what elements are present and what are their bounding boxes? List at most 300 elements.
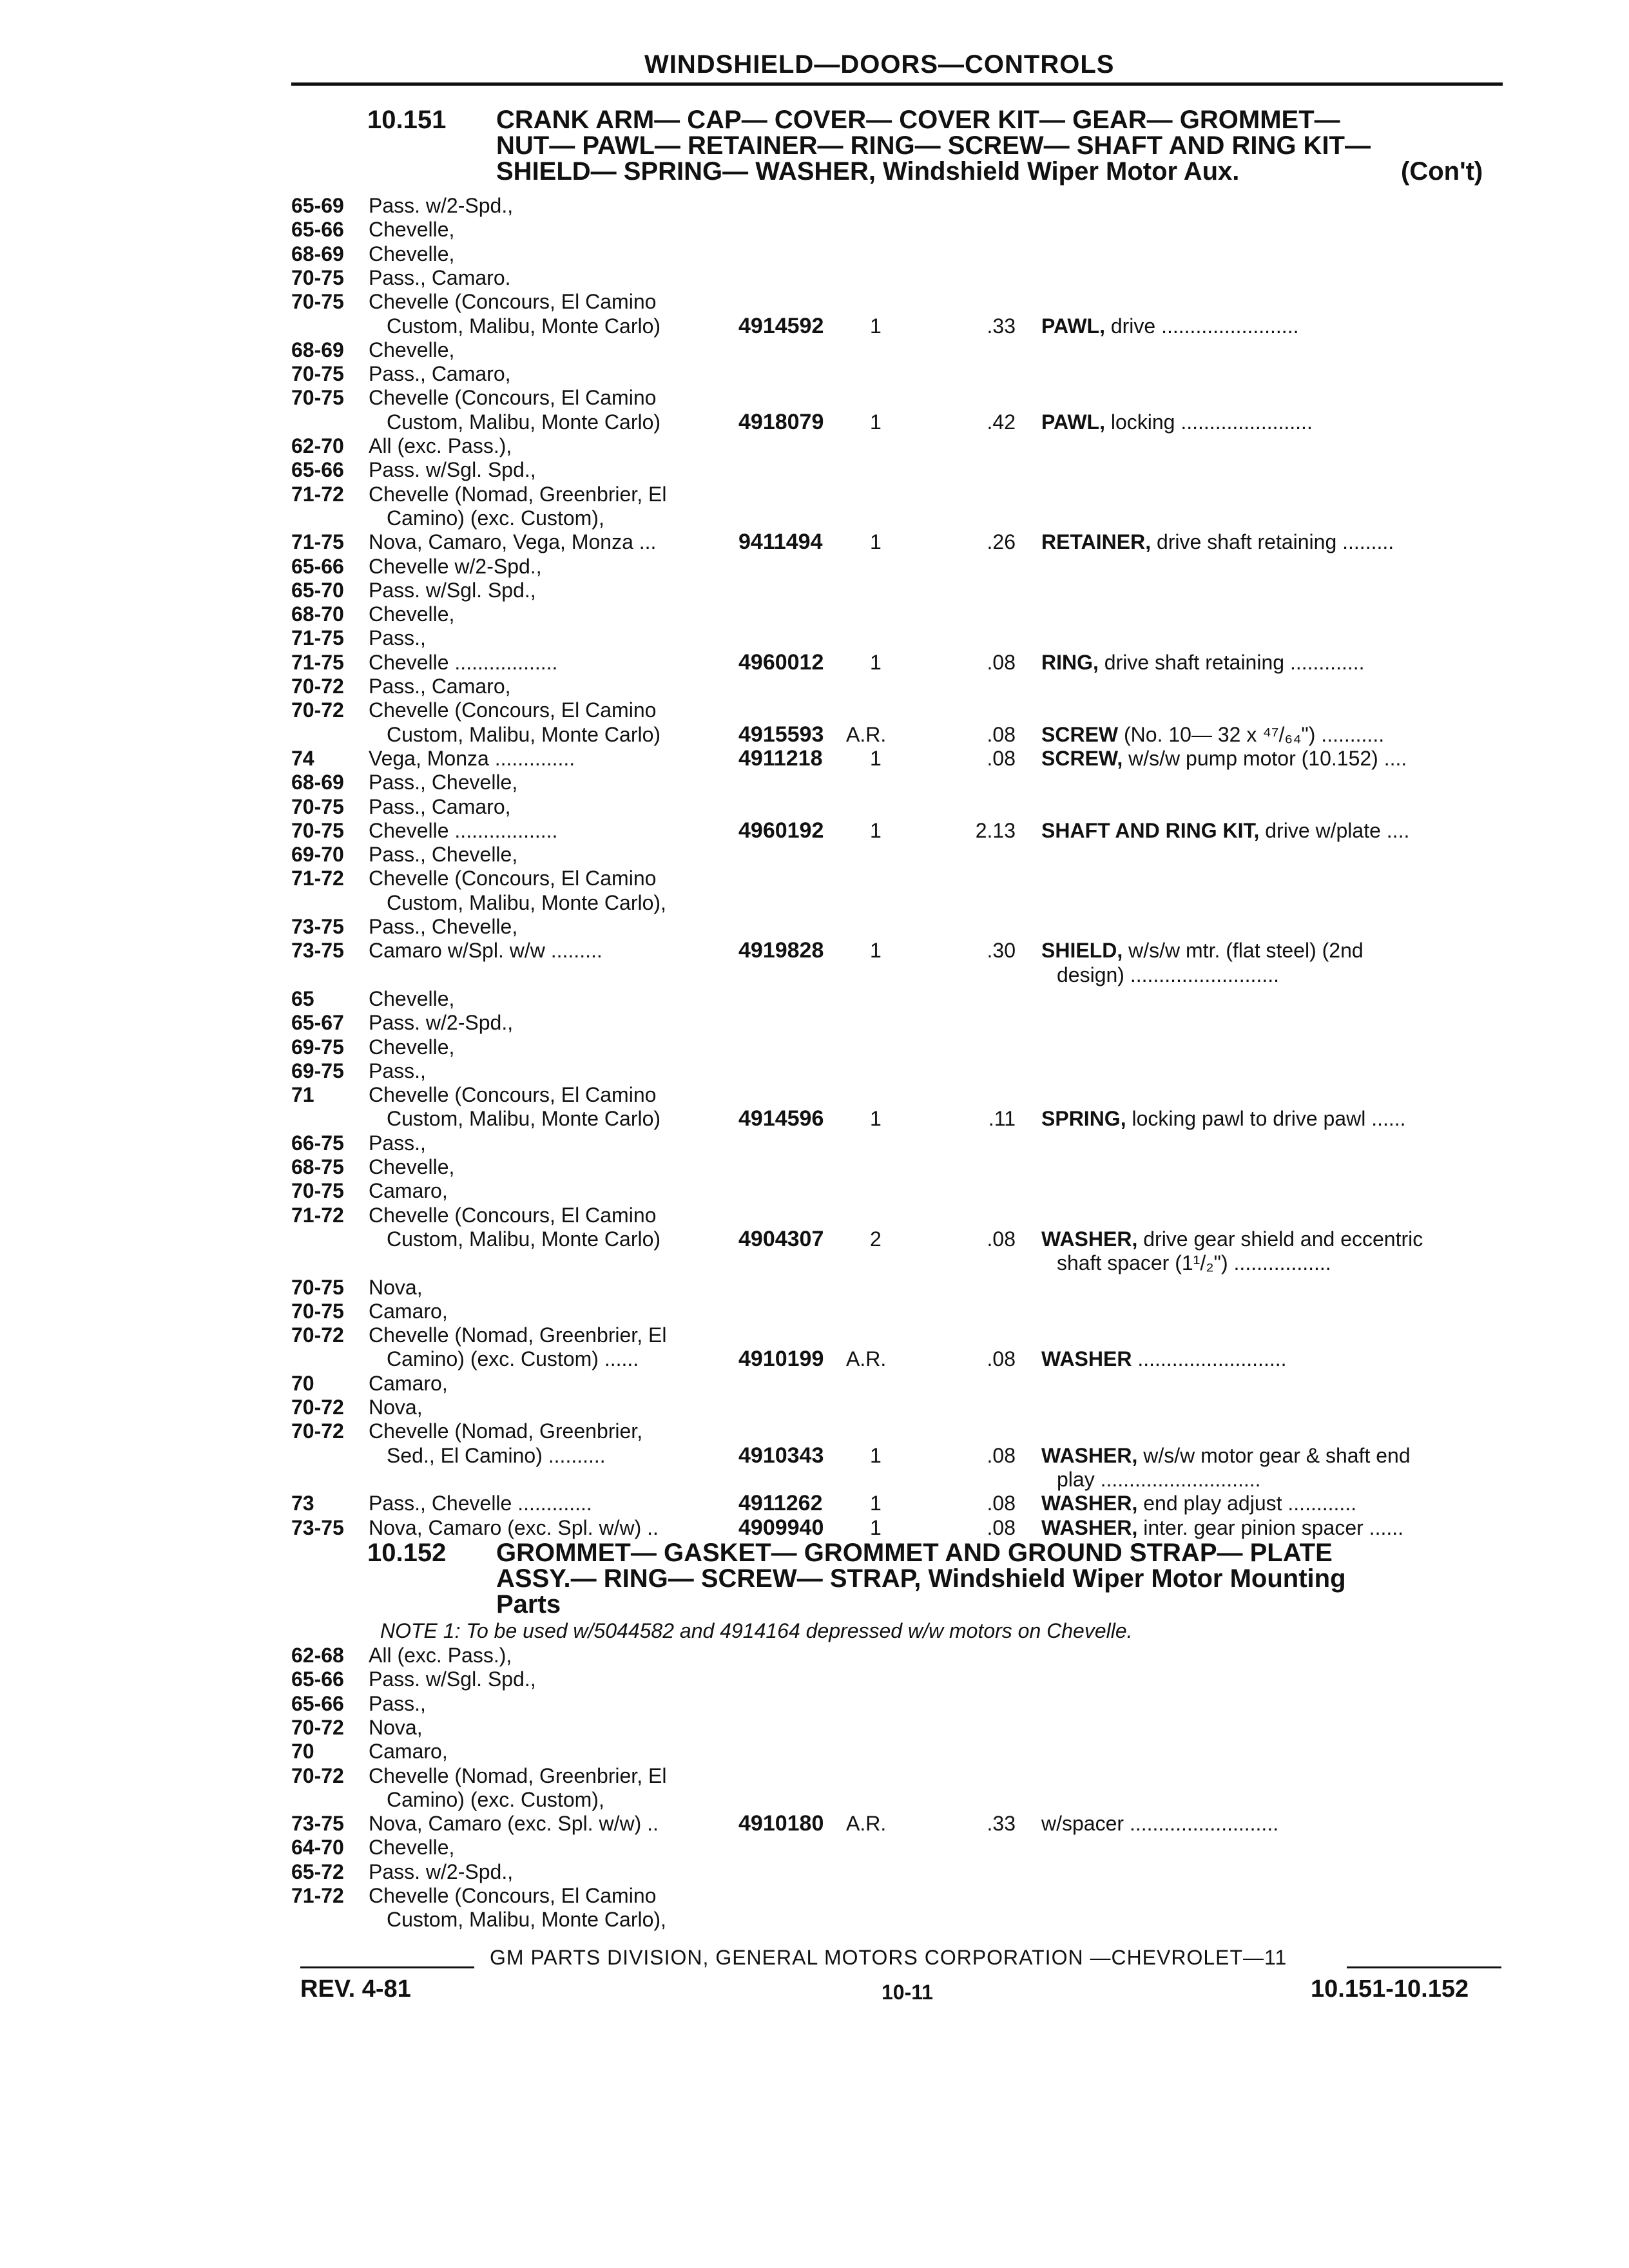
table-row	[0, 314, 1629, 338]
table-row	[0, 722, 1629, 747]
year-range: 62-68	[291, 1644, 344, 1667]
part-number: 4914596	[738, 1106, 824, 1131]
table-row	[0, 1467, 1629, 1492]
model-applicability: Chevelle ..................	[369, 818, 558, 842]
part-name: WASHER,	[1041, 1515, 1138, 1539]
part-name: PAWL,	[1041, 410, 1105, 434]
table-row	[0, 506, 1629, 530]
part-number: 4911218	[738, 745, 823, 771]
part-detail: ..........................	[1137, 1347, 1287, 1371]
table-row	[0, 1178, 1629, 1203]
table-row	[0, 1371, 1629, 1396]
year-range: 65-66	[291, 1667, 344, 1691]
model-applicability: Pass., Camaro.	[369, 265, 511, 289]
part-name: SCREW,	[1041, 746, 1123, 770]
part-detail: w/s/w motor gear & shaft end	[1143, 1443, 1411, 1467]
year-range: 73-75	[291, 915, 344, 938]
part-detail: drive shaft retaining .............	[1104, 650, 1365, 674]
model-applicability: Chevelle (Concours, El Camino	[369, 867, 657, 890]
year-range: 71-72	[291, 482, 344, 506]
table-row	[0, 818, 1629, 843]
part-number: 4960192	[738, 818, 824, 843]
table-row	[0, 1395, 1629, 1419]
price: .08	[987, 1515, 1016, 1539]
model-applicability: Nova, Camaro, Vega, Monza ...	[369, 530, 657, 554]
model-applicability: Chevelle (Concours, El Camino	[369, 290, 657, 314]
year-range: 70-72	[291, 1715, 344, 1739]
section-number: 10.151	[367, 106, 447, 134]
year-range: 71-72	[291, 1203, 344, 1227]
model-applicability: Custom, Malibu, Monte Carlo)	[387, 1227, 661, 1251]
year-range: 70-72	[291, 698, 344, 722]
year-range: 73-75	[291, 1515, 344, 1539]
table-row	[0, 193, 1629, 218]
continued-label: (Con't)	[1401, 157, 1483, 186]
model-applicability: Pass. w/2-Spd.,	[369, 194, 514, 217]
table-row	[0, 626, 1629, 650]
part-description	[1041, 650, 1365, 675]
part-detail: w/spacer ..........................	[1041, 1812, 1279, 1836]
model-applicability: Pass.,	[369, 1059, 426, 1082]
year-range: 69-70	[291, 843, 344, 867]
model-applicability: Custom, Malibu, Monte Carlo)	[387, 722, 661, 746]
quantity: 1	[870, 1515, 882, 1539]
part-description	[1041, 314, 1298, 338]
model-applicability: Vega, Monza ..............	[369, 746, 575, 770]
table-row	[0, 1155, 1629, 1179]
table-row	[0, 1227, 1629, 1251]
price: .42	[987, 410, 1016, 434]
part-detail: end play adjust ............	[1143, 1492, 1357, 1515]
table-row	[0, 650, 1629, 675]
model-applicability: Chevelle,	[369, 338, 455, 361]
header-rule	[291, 82, 1503, 86]
part-name: SHIELD,	[1041, 939, 1123, 963]
year-range: 70-75	[291, 1179, 344, 1203]
section-title-line: CRANK ARM— CAP— COVER— COVER KIT— GEAR— GROMMET—	[496, 106, 1340, 134]
part-detail: w/s/w mtr. (flat steel) (2nd	[1128, 939, 1364, 963]
section-title-line: SHIELD— SPRING— WASHER, Windshield Wiper Motor Aux.	[496, 157, 1240, 186]
model-applicability: Camino) (exc. Custom),	[387, 506, 604, 530]
table-row	[0, 1035, 1629, 1059]
model-applicability: Chevelle,	[369, 218, 455, 242]
model-applicability: Pass., Chevelle,	[369, 771, 518, 794]
footer-rule-right	[1347, 1966, 1501, 1968]
quantity: 1	[870, 410, 882, 434]
model-applicability: Pass. w/2-Spd.,	[369, 1011, 514, 1035]
year-range: 62-70	[291, 434, 344, 457]
table-row	[0, 1131, 1629, 1155]
table-row	[0, 242, 1629, 266]
model-applicability: All (exc. Pass.),	[369, 434, 512, 457]
table-row	[0, 1835, 1629, 1860]
price: .08	[987, 1347, 1016, 1371]
part-detail: design) ..........................	[1057, 963, 1279, 986]
table-row	[0, 265, 1629, 290]
year-range: 73	[291, 1492, 314, 1515]
part-description	[1041, 938, 1364, 963]
model-applicability: Custom, Malibu, Monte Carlo),	[387, 1908, 666, 1932]
section-range: 10.151-10.152	[1311, 1975, 1469, 2003]
model-applicability: Pass., Chevelle,	[369, 915, 518, 938]
price: .08	[987, 722, 1016, 746]
year-range: 73-75	[291, 939, 344, 963]
part-number: 4910343	[738, 1443, 824, 1468]
year-range: 70-75	[291, 1299, 344, 1323]
model-applicability: Chevelle,	[369, 602, 455, 626]
year-range: 71-72	[291, 1884, 344, 1907]
table-row	[0, 866, 1629, 890]
model-applicability: Pass., Camaro,	[369, 675, 511, 698]
table-row	[0, 1811, 1629, 1836]
model-applicability: Chevelle,	[369, 986, 455, 1010]
part-description	[1041, 1515, 1403, 1540]
quantity: 1	[870, 1107, 882, 1131]
model-applicability: Pass.,	[369, 626, 426, 650]
model-applicability: Pass. w/Sgl. Spd.,	[369, 578, 536, 602]
price: .30	[987, 939, 1016, 963]
year-range: 69-75	[291, 1035, 344, 1059]
page-header: WINDSHIELD—DOORS—CONTROLS	[644, 50, 1115, 79]
price: .33	[987, 314, 1016, 338]
table-row	[0, 602, 1629, 626]
year-range: 66-75	[291, 1131, 344, 1155]
model-applicability: Pass., Camaro,	[369, 794, 511, 818]
model-applicability: Camaro,	[369, 1371, 448, 1395]
part-description	[1041, 1491, 1356, 1515]
table-row	[0, 1106, 1629, 1131]
year-range: 73-75	[291, 1812, 344, 1836]
part-detail: drive ........................	[1110, 314, 1299, 338]
section-title-line: Parts	[496, 1590, 561, 1619]
table-row	[0, 482, 1629, 506]
model-applicability: Custom, Malibu, Monte Carlo),	[387, 890, 666, 914]
year-range: 70-72	[291, 1396, 344, 1419]
model-applicability: Camaro,	[369, 1299, 448, 1323]
part-description	[1041, 1443, 1411, 1468]
part-description	[1041, 530, 1394, 554]
model-applicability: Camaro,	[369, 1740, 448, 1763]
table-row	[0, 530, 1629, 554]
table-row	[0, 698, 1629, 722]
year-range: 68-70	[291, 602, 344, 626]
table-row	[0, 578, 1629, 602]
table-row	[0, 1667, 1629, 1691]
part-description	[1041, 1811, 1278, 1836]
footer-text: GM PARTS DIVISION, GENERAL MOTORS CORPORATION —CHEVROLET—11	[490, 1946, 1287, 1969]
model-applicability: Nova, Camaro (exc. Spl. w/w) ..	[369, 1515, 659, 1539]
year-range: 64-70	[291, 1836, 344, 1860]
model-applicability: Chevelle (Concours, El Camino	[369, 1203, 657, 1227]
price: .08	[987, 746, 1016, 770]
year-range: 65-72	[291, 1860, 344, 1883]
quantity: 1	[870, 650, 882, 674]
quantity: A.R.	[846, 1347, 887, 1371]
table-row	[0, 1515, 1629, 1540]
price: .33	[987, 1812, 1016, 1836]
model-applicability: Chevelle w/2-Spd.,	[369, 554, 542, 578]
year-range: 70-75	[291, 794, 344, 818]
model-applicability: Pass. w/Sgl. Spd.,	[369, 458, 536, 482]
part-name: RING,	[1041, 650, 1099, 674]
model-applicability: Nova,	[369, 1396, 423, 1419]
year-range: 71-75	[291, 650, 344, 674]
part-description	[1041, 722, 1384, 747]
year-range: 71-72	[291, 867, 344, 890]
table-row	[0, 1691, 1629, 1716]
quantity: 1	[870, 746, 882, 770]
model-applicability: Chevelle,	[369, 1836, 455, 1860]
year-range: 65-66	[291, 218, 344, 242]
part-description	[1057, 1467, 1261, 1492]
table-row	[0, 1883, 1629, 1908]
table-row	[0, 963, 1629, 987]
quantity: 1	[870, 818, 882, 842]
model-applicability: Nova, Camaro (exc. Spl. w/w) ..	[369, 1812, 659, 1836]
model-applicability: Sed., El Camino) ..........	[387, 1443, 606, 1467]
revision-label: REV. 4-81	[300, 1975, 411, 2003]
part-description	[1057, 963, 1279, 987]
table-row	[0, 1860, 1629, 1884]
year-range: 65-66	[291, 458, 344, 482]
price: 2.13	[975, 818, 1016, 842]
table-row	[0, 1275, 1629, 1300]
table-row	[0, 770, 1629, 794]
part-name: WASHER	[1041, 1347, 1132, 1371]
model-applicability: Custom, Malibu, Monte Carlo)	[387, 1107, 661, 1131]
price: .26	[987, 530, 1016, 554]
table-row	[0, 914, 1629, 939]
table-row	[0, 1643, 1629, 1667]
model-applicability: Chevelle (Nomad, Greenbrier, El	[369, 482, 667, 506]
table-row	[0, 1203, 1629, 1227]
part-name: WASHER,	[1041, 1492, 1138, 1515]
part-description	[1057, 1251, 1331, 1275]
quantity: 1	[870, 1443, 882, 1467]
table-row	[0, 746, 1629, 771]
table-row	[0, 434, 1629, 458]
model-applicability: Pass., Chevelle .............	[369, 1492, 592, 1515]
part-name: SCREW	[1041, 722, 1119, 746]
year-range: 68-69	[291, 242, 344, 265]
table-row	[0, 217, 1629, 242]
year-range: 65-66	[291, 554, 344, 578]
year-range: 68-69	[291, 338, 344, 361]
model-applicability: Camaro,	[369, 1179, 448, 1203]
year-range: 68-69	[291, 771, 344, 794]
year-range: 70-75	[291, 1275, 344, 1299]
part-number: 4960012	[738, 649, 824, 675]
part-description	[1041, 1227, 1423, 1251]
page-number: 10-11	[882, 1981, 934, 2004]
part-description	[1041, 818, 1409, 843]
part-number: 4909940	[738, 1515, 824, 1540]
table-row	[0, 289, 1629, 314]
table-row	[0, 674, 1629, 698]
part-number: 9411494	[738, 530, 823, 555]
table-row	[0, 1082, 1629, 1107]
table-row	[0, 890, 1629, 915]
model-applicability: Chevelle (Nomad, Greenbrier,	[369, 1419, 643, 1443]
year-range: 65-67	[291, 1011, 344, 1035]
part-detail: shaft spacer (1¹/₂") .................	[1057, 1251, 1331, 1275]
table-row	[0, 1763, 1629, 1788]
model-applicability: Pass., Camaro,	[369, 362, 511, 386]
year-range: 70-75	[291, 818, 344, 842]
price: .08	[987, 650, 1016, 674]
year-range: 70-75	[291, 386, 344, 410]
year-range: 70-72	[291, 675, 344, 698]
part-number: 4911262	[738, 1491, 823, 1516]
model-applicability: Chevelle ..................	[369, 650, 558, 674]
year-range: 71-75	[291, 626, 344, 650]
model-applicability: Chevelle (Concours, El Camino	[369, 1083, 657, 1107]
table-row	[0, 1739, 1629, 1763]
table-row	[0, 361, 1629, 386]
year-range: 70	[291, 1371, 314, 1395]
table-row	[0, 794, 1629, 819]
table-row	[0, 1419, 1629, 1443]
quantity: A.R.	[846, 722, 887, 746]
price: .11	[988, 1107, 1016, 1131]
part-name: WASHER,	[1041, 1443, 1138, 1467]
quantity: 1	[870, 314, 882, 338]
table-row	[0, 385, 1629, 410]
part-description	[1041, 1106, 1406, 1131]
quantity: 1	[870, 939, 882, 963]
model-applicability: Pass., Chevelle,	[369, 843, 518, 867]
part-name: RETAINER,	[1041, 530, 1152, 554]
table-row	[0, 1323, 1629, 1347]
section-note	[0, 1619, 1629, 1643]
model-applicability: Chevelle (Nomad, Greenbrier, El	[369, 1323, 667, 1347]
part-detail: locking .......................	[1110, 410, 1313, 434]
part-number: 4919828	[738, 938, 824, 963]
year-range: 70-75	[291, 362, 344, 386]
table-row	[0, 1010, 1629, 1035]
model-applicability: Chevelle,	[369, 1155, 455, 1178]
part-detail: (No. 10— 32 x ⁴⁷/₆₄") ...........	[1124, 722, 1385, 746]
model-applicability: Custom, Malibu, Monte Carlo)	[387, 410, 661, 434]
year-range: 70-75	[291, 290, 344, 314]
year-range: 68-75	[291, 1155, 344, 1178]
footer-rule-left	[300, 1966, 474, 1968]
table-row	[0, 1059, 1629, 1083]
year-range: 70-72	[291, 1323, 344, 1347]
part-number: 4915593	[738, 722, 824, 747]
model-applicability: Custom, Malibu, Monte Carlo)	[387, 314, 661, 338]
model-applicability: Nova,	[369, 1275, 423, 1299]
table-row	[0, 554, 1629, 579]
model-applicability: Chevelle (Concours, El Camino	[369, 698, 657, 722]
model-applicability: Chevelle (Concours, El Camino	[369, 386, 657, 410]
part-detail: inter. gear pinion spacer ......	[1143, 1515, 1404, 1539]
part-detail: drive w/plate ....	[1265, 818, 1410, 842]
section-title-line: NUT— PAWL— RETAINER— RING— SCREW— SHAFT AND RING KIT—	[496, 131, 1371, 160]
year-range: 74	[291, 746, 314, 770]
year-range: 70-72	[291, 1763, 344, 1787]
model-applicability: Camaro w/Spl. w/w .........	[369, 939, 602, 963]
table-row	[0, 986, 1629, 1011]
model-applicability: Nova,	[369, 1715, 423, 1739]
section-title-line: GROMMET— GASKET— GROMMET AND GROUND STRAP— PLATE	[496, 1539, 1333, 1567]
year-range: 70	[291, 1740, 314, 1763]
part-number: 4914592	[738, 313, 824, 338]
table-row	[0, 410, 1629, 434]
part-detail: drive shaft retaining .........	[1156, 530, 1394, 554]
year-range: 69-75	[291, 1059, 344, 1082]
model-applicability: All (exc. Pass.),	[369, 1644, 512, 1667]
part-number: 4918079	[738, 409, 824, 434]
table-row	[0, 938, 1629, 963]
year-range: 65-66	[291, 1691, 344, 1715]
part-detail: play ............................	[1057, 1467, 1261, 1491]
part-name: SHAFT AND RING KIT,	[1041, 818, 1260, 842]
part-number: 4904307	[738, 1226, 824, 1251]
model-applicability: Chevelle,	[369, 1035, 455, 1059]
part-number: 4910199	[738, 1347, 824, 1372]
price: .08	[987, 1227, 1016, 1251]
table-row	[0, 1907, 1629, 1932]
section-title-line: ASSY.— RING— SCREW— STRAP, Windshield Wiper Motor Mounting	[496, 1564, 1346, 1593]
table-row	[0, 1491, 1629, 1515]
section-number: 10.152	[367, 1539, 447, 1567]
table-row	[0, 457, 1629, 482]
model-applicability: Chevelle (Concours, El Camino	[369, 1884, 657, 1907]
model-applicability: Camino) (exc. Custom) ......	[387, 1347, 639, 1371]
part-description	[1041, 1347, 1287, 1371]
year-range: 70-75	[291, 265, 344, 289]
quantity: 2	[870, 1227, 882, 1251]
year-range: 70-72	[291, 1419, 344, 1443]
part-number: 4910180	[738, 1811, 824, 1836]
table-row	[0, 338, 1629, 362]
table-row	[0, 1715, 1629, 1740]
part-description	[1041, 746, 1407, 771]
table-row	[0, 1251, 1629, 1275]
model-applicability: Pass.,	[369, 1131, 426, 1155]
model-applicability: Pass. w/2-Spd.,	[369, 1860, 514, 1883]
part-name: PAWL,	[1041, 314, 1105, 338]
model-applicability: Pass.,	[369, 1691, 426, 1715]
table-row	[0, 842, 1629, 867]
table-row	[0, 1787, 1629, 1812]
year-range: 71-75	[291, 530, 344, 554]
part-name: WASHER,	[1041, 1227, 1138, 1251]
quantity: 1	[870, 530, 882, 554]
part-detail: locking pawl to drive pawl ......	[1132, 1107, 1406, 1131]
part-description	[1041, 410, 1313, 434]
table-row	[0, 1443, 1629, 1468]
model-applicability: Pass. w/Sgl. Spd.,	[369, 1667, 536, 1691]
year-range: 65-70	[291, 578, 344, 602]
quantity: 1	[870, 1492, 882, 1515]
part-detail: w/s/w pump motor (10.152) ....	[1128, 746, 1407, 770]
price: .08	[987, 1443, 1016, 1467]
part-name: SPRING,	[1041, 1107, 1126, 1131]
table-row	[0, 1299, 1629, 1323]
note-text: NOTE 1: To be used w/5044582 and 4914164 depressed w/w motors on Chevelle.	[380, 1619, 1133, 1642]
model-applicability: Chevelle,	[369, 242, 455, 265]
part-detail: drive gear shield and eccentric	[1143, 1227, 1423, 1251]
year-range: 71	[291, 1083, 314, 1107]
price: .08	[987, 1492, 1016, 1515]
table-row	[0, 1347, 1629, 1371]
year-range: 65-69	[291, 194, 344, 217]
year-range: 65	[291, 986, 314, 1010]
quantity: A.R.	[846, 1812, 887, 1836]
model-applicability: Chevelle (Nomad, Greenbrier, El	[369, 1763, 667, 1787]
